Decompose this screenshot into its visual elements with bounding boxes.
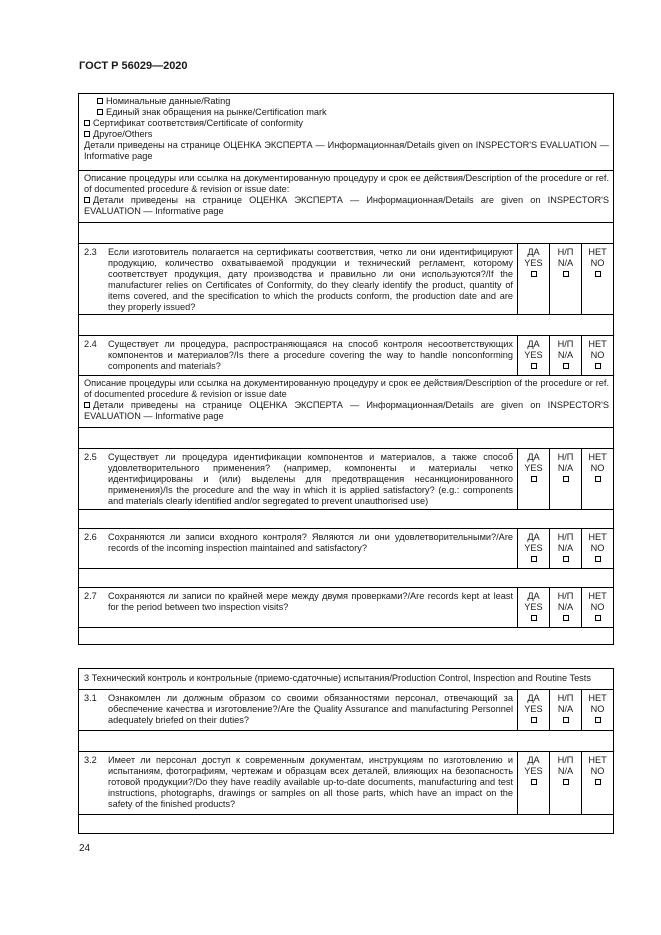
description-details: Детали приведены на странице ОЦЕНКА ЭКСПЕРТА — Информационная/Details are given on INSPECTOR'S EVALUATION — Informative page: [84, 195, 609, 216]
answer-na[interactable]: Н/П N/A: [549, 690, 581, 730]
checkbox-icon[interactable]: [531, 556, 537, 562]
checkbox-icon[interactable]: [595, 717, 601, 723]
checklist-table-1: [78, 93, 614, 645]
answer-no[interactable]: НЕТ NO: [581, 690, 613, 730]
details-text: Детали приведены на странице ОЦЕНКА ЭКСПЕРТА — Информационная/Details given on INSPECTOR'S EVALUATION — Informative page: [84, 140, 609, 161]
certification-mark-line: Единый знак обращения на рынке/Certification mark: [84, 107, 609, 118]
question-text: Существует ли процедура, распространяющаяся на способ контроля несоответствующих компонентов и материалов?/Is there a procedure covering the way to handle nonconforming components and materials?: [108, 339, 513, 371]
checkbox-icon[interactable]: [595, 556, 601, 562]
top-block: [79, 94, 613, 170]
answer-na[interactable]: Н/П N/A: [549, 529, 581, 568]
answer-no[interactable]: НЕТ NO: [581, 752, 613, 814]
question-number: 2.5: [84, 452, 97, 462]
checkbox-icon[interactable]: [595, 779, 601, 785]
spacer-row: [79, 814, 613, 833]
question-row-2-6: [79, 528, 613, 568]
question-number: 3.1: [84, 693, 97, 703]
checkbox-icon[interactable]: [563, 556, 569, 562]
checkbox-icon[interactable]: [97, 98, 103, 104]
checkbox-icon[interactable]: [563, 476, 569, 482]
checkbox-icon[interactable]: [563, 271, 569, 277]
question-row-2-4: [79, 335, 613, 375]
answer-no[interactable]: НЕТ NO: [581, 449, 613, 509]
description-text: Описание процедуры или ссылка на документированную процедуру и срок ее действия/Description of the procedure or ref. of documented procedure & revision or issue date:: [84, 173, 609, 194]
answer-yes[interactable]: ДА YES: [517, 449, 549, 509]
checkbox-icon[interactable]: [531, 271, 537, 277]
answer-no[interactable]: НЕТ NO: [581, 244, 613, 314]
answer-na[interactable]: Н/П N/A: [549, 449, 581, 509]
answer-no[interactable]: НЕТ NO: [581, 336, 613, 375]
document-code: ГОСТ Р 56029—2020: [79, 60, 188, 72]
answer-yes[interactable]: ДА YES: [517, 752, 549, 814]
spacer-row: [79, 222, 613, 243]
answer-yes[interactable]: ДА YES: [517, 529, 549, 568]
answer-no[interactable]: НЕТ NO: [581, 588, 613, 627]
checkbox-icon[interactable]: [97, 109, 103, 115]
answer-yes[interactable]: ДА YES: [517, 588, 549, 627]
spacer-row: [79, 509, 613, 528]
question-number: 2.7: [84, 591, 97, 601]
spacer-row: [79, 314, 613, 335]
answer-yes[interactable]: ДА YES: [517, 336, 549, 375]
checkbox-icon[interactable]: [84, 120, 90, 126]
checkbox-icon[interactable]: [563, 717, 569, 723]
question-number: 2.3: [84, 247, 97, 257]
question-number: 3.2: [84, 755, 97, 765]
checkbox-icon[interactable]: [563, 779, 569, 785]
question-text: Если изготовитель полагается на сертификаты соответствия, четко ли они идентифицируют продукцию, количество охватываемой продукции и технический регламент, которому соответствует продукция, дату производства и правильно ли они используются?/If the manufacturer relies on Certificates of Conformity, do they clearly identify the product, quantity of items covered, and the specification to which the products conform, the production date and are they properly issued?: [108, 247, 513, 312]
question-number: 2.6: [84, 532, 97, 542]
checkbox-icon[interactable]: [563, 615, 569, 621]
checkbox-icon[interactable]: [595, 363, 601, 369]
question-text: Существует ли процедура идентификации компонентов и материалов, а также способ удовлетворительного применения? (например, компоненты и материалы четко идентифицированы и (или) выделены для предотвращения несанкционированного применения)/Is the procedure and the way in which it is applied satisfactory? (e.g.: components and materials clearly identified and/or segregated to prevent unauthorised use): [108, 452, 513, 506]
description-text: Описание процедуры или ссылка на документированную процедуру и срок ее действия/Description of the procedure or ref. of documented procedure & revision or issue date: [84, 378, 609, 399]
question-row-2-7: [79, 587, 613, 627]
question-text: Ознакомлен ли должным образом со своими обязанностями персонал, отвечающий за обеспечение качества и изготовление?/Are the Quality Assurance and manufacturing Personnel adequately briefed on their duties?: [108, 693, 513, 725]
checklist-table-2: [78, 668, 614, 834]
checkbox-icon[interactable]: [563, 363, 569, 369]
answer-yes[interactable]: ДА YES: [517, 244, 549, 314]
page-number: 24: [79, 843, 91, 854]
question-text: Сохраняются ли записи входного контроля? Являются ли они удовлетворительными?/Are records of the incoming inspection maintained and satisfactory?: [108, 532, 513, 553]
checkbox-icon[interactable]: [84, 131, 90, 137]
checkbox-icon[interactable]: [595, 615, 601, 621]
answer-no[interactable]: НЕТ NO: [581, 529, 613, 568]
question-row-2-5: [79, 448, 613, 509]
checkbox-icon[interactable]: [531, 615, 537, 621]
section-3-title: 3 Технический контроль и контрольные (приемо-сдаточные) испытания/Production Control, Inspection and Routine Tests: [84, 673, 591, 683]
checkbox-icon[interactable]: [531, 476, 537, 482]
question-row-3-2: [79, 751, 613, 814]
description-block: [79, 170, 613, 222]
answer-yes[interactable]: ДА YES: [517, 690, 549, 730]
question-row-2-3: [79, 243, 613, 314]
spacer-row: [79, 568, 613, 587]
spacer-row: [79, 627, 613, 644]
description-details: Детали приведены на странице ОЦЕНКА ЭКСПЕРТА — Информационная/Details are given on INSPECTOR'S EVALUATION — Informative page: [84, 400, 609, 421]
answer-na[interactable]: Н/П N/A: [549, 588, 581, 627]
answer-na[interactable]: Н/П N/A: [549, 752, 581, 814]
checkbox-icon[interactable]: [531, 363, 537, 369]
certificate-line: Сертификат соответствия/Certificate of conformity: [84, 118, 609, 129]
question-text: Имеет ли персонал доступ к современным документам, инструкциям по изготовлению и испытаниям, фотографиям, чертежам и образцам всех деталей, влияющих на безопасность готовой продукции?/Do they have readily available up-to-date documents, manufacturing and test instructions, photographs, drawings or samples on all those parts, which have an impact on the safety of the finished products?: [108, 755, 513, 809]
answer-na[interactable]: Н/П N/A: [549, 244, 581, 314]
checkbox-icon[interactable]: [595, 271, 601, 277]
rating-line: Номинальные данные/Rating: [84, 96, 609, 107]
question-number: 2.4: [84, 339, 97, 349]
description-block-2: [79, 375, 613, 427]
spacer-row: [79, 427, 613, 448]
checkbox-icon[interactable]: [84, 402, 90, 408]
others-line: Другое/Others: [84, 129, 609, 140]
checkbox-icon[interactable]: [531, 779, 537, 785]
spacer-row: [79, 730, 613, 751]
checkbox-icon[interactable]: [595, 476, 601, 482]
checkbox-icon[interactable]: [84, 197, 90, 203]
question-row-3-1: [79, 689, 613, 730]
question-text: Сохраняются ли записи по крайней мере между двумя проверками?/Are records kept at least for the period between two inspection visits?: [108, 591, 513, 612]
checkbox-icon[interactable]: [531, 717, 537, 723]
answer-na[interactable]: Н/П N/A: [549, 336, 581, 375]
